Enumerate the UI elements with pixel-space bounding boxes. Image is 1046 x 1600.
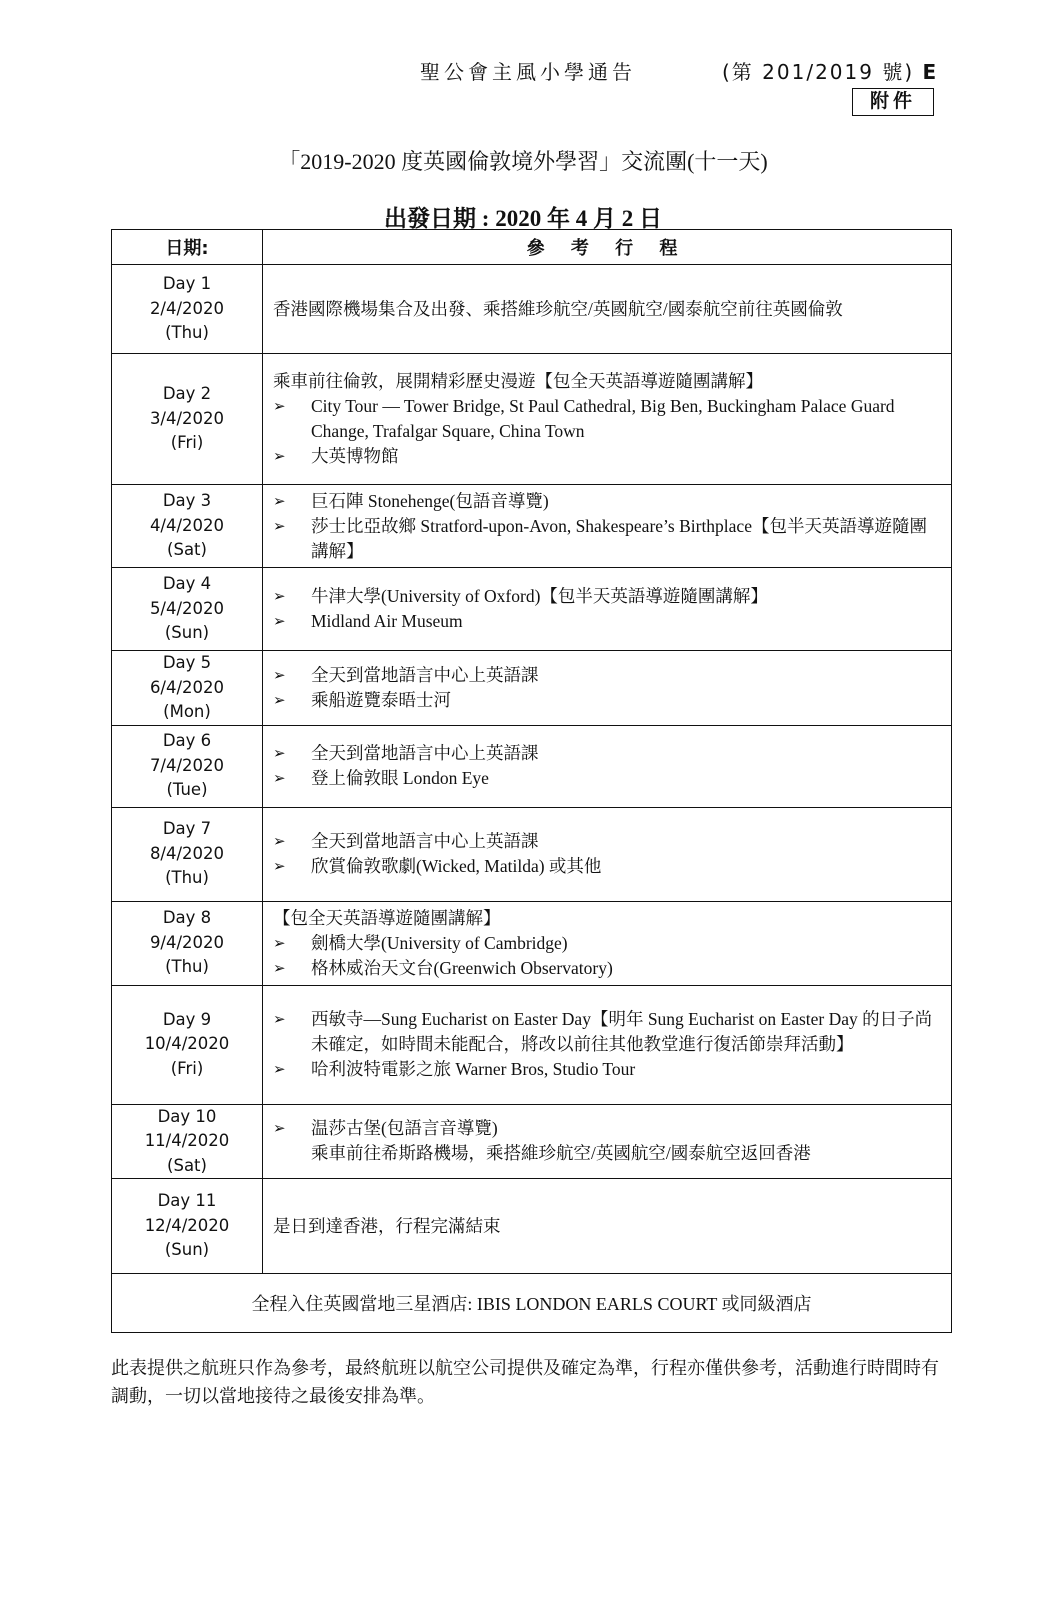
activity-line bbox=[273, 489, 941, 514]
day-weekday: (Mon) bbox=[163, 702, 211, 721]
activity-line bbox=[273, 688, 941, 713]
hotel-note: 全程入住英國當地三星酒店: IBIS LONDON EARLS COURT 或同級酒店 bbox=[112, 1274, 952, 1333]
day-day: Day 8 bbox=[162, 908, 212, 928]
activity-text: 乘船遊覽泰晤士河 bbox=[311, 689, 451, 710]
activity-line bbox=[273, 741, 941, 766]
activity-line bbox=[273, 1007, 941, 1057]
notice-number bbox=[722, 56, 938, 85]
day-cell bbox=[112, 265, 263, 354]
activity-line bbox=[273, 854, 941, 879]
document-heading: 「2019-2020 度英國倫敦境外學習」交流團(十一天) bbox=[278, 149, 768, 174]
school-title: 聖公會主風小學通告 bbox=[420, 62, 636, 84]
day-weekday: (Thu) bbox=[165, 323, 209, 343]
day-weekday: (Sat) bbox=[167, 1155, 207, 1175]
day-day: Day 5 bbox=[162, 653, 212, 672]
table-row bbox=[112, 807, 952, 901]
table-row bbox=[112, 651, 952, 726]
arrow-bullet-icon: ➢ bbox=[273, 516, 286, 535]
arrow-bullet-icon: ➢ bbox=[273, 587, 286, 605]
activity-cell bbox=[263, 807, 952, 901]
activity-text: 牛津大學(University of Oxford)【包半天英語導遊隨團講解】 bbox=[311, 586, 768, 606]
arrow-bullet-icon: ➢ bbox=[273, 744, 286, 762]
activity-line bbox=[273, 1116, 941, 1141]
activity-line bbox=[273, 931, 941, 956]
day-date: 8/4/2020 bbox=[149, 843, 225, 863]
arrow-bullet-icon: ➢ bbox=[273, 397, 286, 415]
day-weekday: (Thu) bbox=[165, 868, 209, 888]
activity-cell bbox=[263, 1104, 952, 1179]
activity-line bbox=[273, 766, 941, 791]
itinerary-column-header: 參 考 行 程 bbox=[263, 230, 952, 265]
activity-text: 温莎古堡(包語言音導覽) bbox=[311, 1118, 498, 1139]
activity-line bbox=[273, 663, 941, 688]
activity-text: 欣賞倫敦歌劇(Wicked, Matilda) 或其他 bbox=[311, 856, 602, 876]
activity-cell bbox=[263, 354, 952, 485]
table-row bbox=[112, 901, 952, 985]
table-row bbox=[112, 568, 952, 651]
day-weekday: (Tue) bbox=[166, 780, 208, 800]
activity-line bbox=[273, 394, 941, 444]
activity-cell bbox=[263, 725, 952, 807]
activity-text: 大英博物館 bbox=[311, 446, 399, 466]
arrow-bullet-icon bbox=[273, 1141, 311, 1166]
table-row bbox=[112, 1179, 952, 1274]
activity-text: 全天到當地語言中心上英語課 bbox=[311, 664, 539, 685]
activity-cell bbox=[263, 985, 952, 1104]
activity-line bbox=[273, 1141, 941, 1166]
itinerary-table bbox=[111, 229, 952, 1333]
day-date: 4/4/2020 bbox=[149, 515, 225, 535]
table-row bbox=[112, 725, 952, 807]
arrow-bullet-icon: ➢ bbox=[273, 933, 286, 952]
day-day: Day 1 bbox=[162, 274, 212, 294]
activity-line bbox=[273, 369, 941, 394]
day-date: 3/4/2020 bbox=[149, 408, 225, 428]
activity-cell bbox=[263, 651, 952, 726]
activity-text: 香港國際機場集合及出發、乘搭維珍航空/英國航空/國泰航空前往英國倫敦 bbox=[273, 298, 843, 319]
day-day: Day 3 bbox=[162, 491, 212, 511]
arrow-bullet-icon: ➢ bbox=[273, 1060, 286, 1078]
activity-line bbox=[273, 514, 941, 564]
day-cell bbox=[112, 901, 263, 985]
activity-text: 莎士比亞故鄉 Stratford-upon-Avon, Shakespeare’s Birthplace【包半天英語導遊隨團講解】 bbox=[311, 515, 927, 561]
day-weekday: (Sun) bbox=[164, 623, 210, 643]
day-day: Day 10 bbox=[157, 1106, 217, 1126]
arrow-bullet-icon: ➢ bbox=[273, 832, 286, 850]
activity-text: 巨石陣 Stonehenge(包語音導覽) bbox=[311, 490, 549, 511]
day-weekday: (Sun) bbox=[164, 1240, 210, 1260]
activity-text: 【包全天英語導遊隨團講解】 bbox=[273, 907, 501, 928]
activity-line bbox=[273, 584, 941, 609]
activity-text: 乘車前往希斯路機場，乘搭維珍航空/英國航空/國泰航空返回香港 bbox=[311, 1143, 811, 1164]
notice-suffix: E bbox=[922, 60, 939, 84]
day-cell bbox=[112, 985, 263, 1104]
arrow-bullet-icon: ➢ bbox=[273, 612, 286, 630]
day-cell bbox=[112, 568, 263, 651]
attachment-label: 附件 bbox=[852, 88, 934, 116]
arrow-bullet-icon: ➢ bbox=[273, 665, 286, 684]
day-day: Day 7 bbox=[162, 819, 212, 839]
activity-cell bbox=[263, 901, 952, 985]
activity-text: Midland Air Museum bbox=[311, 611, 463, 631]
day-day: Day 11 bbox=[157, 1191, 217, 1211]
day-cell bbox=[112, 1104, 263, 1179]
arrow-bullet-icon: ➢ bbox=[273, 447, 286, 465]
table-row bbox=[112, 1104, 952, 1179]
disclaimer-text: 此表提供之航班只作為參考，最終航班以航空公司提供及確定為準，行程亦僅供參考，活動進行時間時有調動，一切以當地接待之最後安排為準。 bbox=[111, 1358, 939, 1406]
day-weekday: (Fri) bbox=[170, 433, 204, 453]
day-cell bbox=[112, 485, 263, 568]
activity-text: 劍橋大學(University of Cambridge) bbox=[311, 932, 568, 953]
table-row bbox=[112, 354, 952, 485]
arrow-bullet-icon: ➢ bbox=[273, 769, 286, 787]
activity-line bbox=[273, 1214, 941, 1239]
notice-number-text: (第 201/2019 號) bbox=[722, 60, 915, 84]
activity-text: City Tour — Tower Bridge, St Paul Cathedral, Big Ben, Buckingham Palace Guard Change, Trafalgar Square, China Town bbox=[311, 396, 895, 441]
activity-text: 全天到當地語言中心上英語課 bbox=[311, 743, 539, 763]
activity-text: 格林威治天文台(Greenwich Observatory) bbox=[311, 957, 613, 978]
arrow-bullet-icon: ➢ bbox=[273, 1119, 286, 1138]
activity-line bbox=[273, 956, 941, 981]
day-cell bbox=[112, 651, 263, 726]
day-day: Day 6 bbox=[162, 731, 212, 751]
day-date: 6/4/2020 bbox=[149, 677, 225, 697]
activity-line bbox=[273, 1057, 941, 1082]
day-date: 2/4/2020 bbox=[149, 298, 225, 318]
activity-cell bbox=[263, 265, 952, 354]
arrow-bullet-icon: ➢ bbox=[273, 1010, 286, 1028]
arrow-bullet-icon: ➢ bbox=[273, 857, 286, 875]
day-weekday: (Fri) bbox=[170, 1058, 204, 1078]
day-date: 10/4/2020 bbox=[144, 1034, 230, 1054]
activity-line bbox=[273, 829, 941, 854]
table-row bbox=[112, 985, 952, 1104]
day-cell bbox=[112, 725, 263, 807]
arrow-bullet-icon: ➢ bbox=[273, 958, 286, 977]
activity-text: 全天到當地語言中心上英語課 bbox=[311, 831, 539, 851]
activity-line bbox=[273, 906, 941, 931]
activity-cell bbox=[263, 485, 952, 568]
activity-line bbox=[273, 444, 941, 469]
day-day: Day 4 bbox=[162, 574, 212, 594]
activity-cell bbox=[263, 568, 952, 651]
day-weekday: (Sat) bbox=[167, 540, 207, 560]
table-header-row bbox=[112, 230, 952, 265]
activity-line bbox=[273, 609, 941, 634]
departure-date: 出發日期 : 2020 年 4 月 2 日 bbox=[384, 206, 662, 231]
activity-cell bbox=[263, 1179, 952, 1274]
day-cell bbox=[112, 1179, 263, 1274]
activity-line bbox=[273, 297, 941, 322]
activity-text: 是日到達香港，行程完滿結束 bbox=[273, 1215, 501, 1236]
date-column-header: 日期: bbox=[112, 230, 263, 265]
activity-text: 登上倫敦眼 London Eye bbox=[311, 768, 489, 788]
day-date: 9/4/2020 bbox=[149, 932, 225, 952]
day-weekday: (Thu) bbox=[165, 957, 209, 977]
hotel-row bbox=[112, 1274, 952, 1333]
activity-text: 哈利波特電影之旅 Warner Bros, Studio Tour bbox=[311, 1059, 636, 1079]
day-day: Day 9 bbox=[162, 1009, 212, 1029]
day-day: Day 2 bbox=[162, 384, 212, 404]
day-date: 11/4/2020 bbox=[144, 1131, 230, 1150]
day-cell bbox=[112, 354, 263, 485]
day-date: 7/4/2020 bbox=[149, 755, 225, 775]
activity-text: 乘車前往倫敦，展開精彩歷史漫遊【包全天英語導遊隨團講解】 bbox=[273, 371, 763, 391]
day-date: 12/4/2020 bbox=[144, 1215, 230, 1235]
arrow-bullet-icon: ➢ bbox=[273, 491, 286, 510]
arrow-bullet-icon: ➢ bbox=[273, 690, 286, 709]
table-row bbox=[112, 485, 952, 568]
day-cell bbox=[112, 807, 263, 901]
table-row bbox=[112, 265, 952, 354]
activity-text: 西敏寺—Sung Eucharist on Easter Day【明年 Sung Eucharist on Easter Day 的日子尚未確定，如時間未能配合，將改以前往其他教堂進行復活節崇拜活動】 bbox=[311, 1009, 933, 1054]
day-date: 5/4/2020 bbox=[149, 598, 225, 618]
